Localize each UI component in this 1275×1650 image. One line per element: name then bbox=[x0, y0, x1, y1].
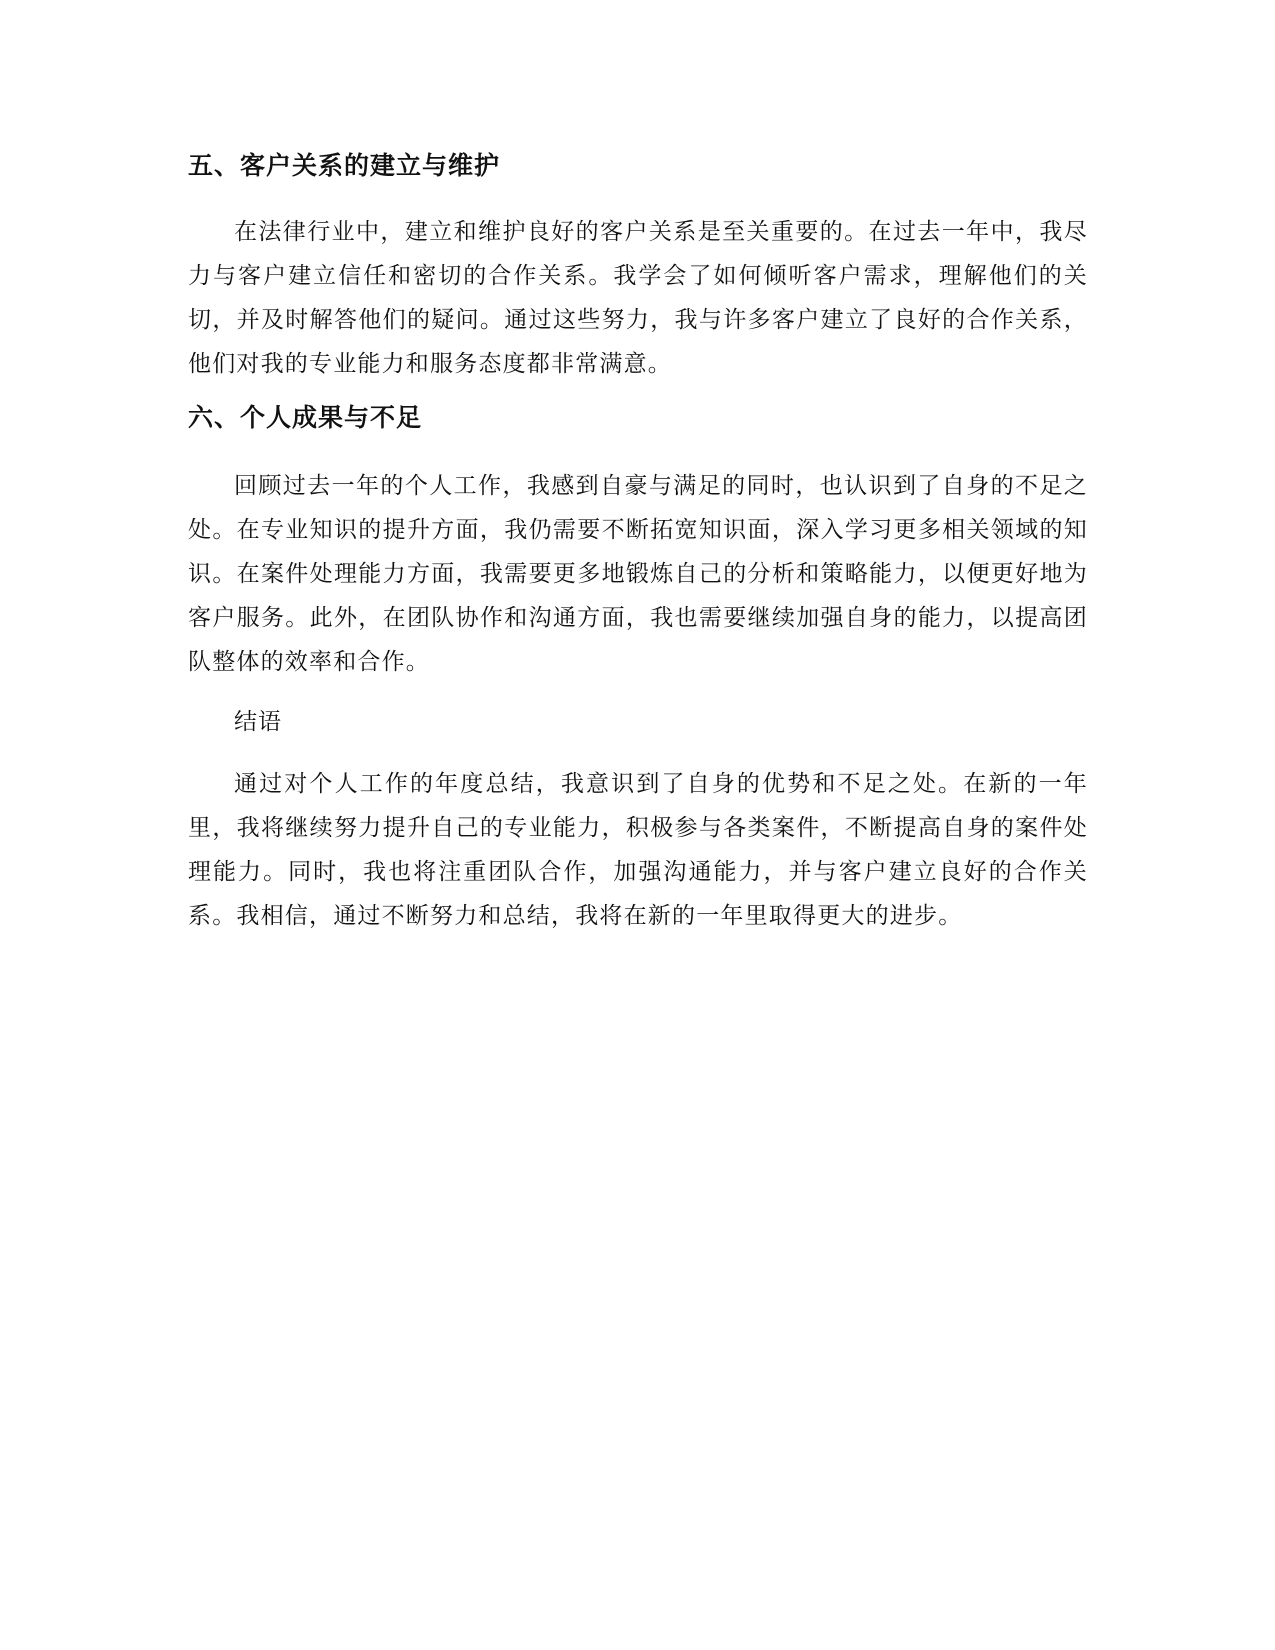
section-heading-client-relations: 五、客户关系的建立与维护 bbox=[188, 151, 501, 180]
section-paragraph-client-relations: 在法律行业中，建立和维护良好的客户关系是至关重要的。在过去一年中，我尽力与客户建立信任和密切的合作关系。我学会了如何倾听客户需求，理解他们的关切，并及时解答他们的疑问。通过这些努力，我与许多客户建立了良好的合作关系，他们对我的专业能力和服务态度都非常满意。 bbox=[188, 219, 1088, 377]
section-paragraph-achievements: 回顾过去一年的个人工作，我感到自豪与满足的同时，也认识到了自身的不足之处。在专业知识的提升方面，我仍需要不断拓宽知识面，深入学习更多相关领域的知识。在案件处理能力方面，我需要更多地锻炼自己的分析和策略能力，以便更好地为客户服务。此外，在团队协作和沟通方面，我也需要继续加强自身的能力，以提高团队整体的效率和合作。 bbox=[188, 473, 1088, 675]
section-heading-achievements: 六、个人成果与不足 bbox=[188, 403, 423, 432]
conclusion-paragraph: 通过对个人工作的年度总结，我意识到了自身的优势和不足之处。在新的一年里，我将继续努力提升自己的专业能力，积极参与各类案件，不断提高自身的案件处理能力。同时，我也将注重团队合作，加强沟通能力，并与客户建立良好的合作关系。我相信，通过不断努力和总结，我将在新的一年里取得更大的进步。 bbox=[188, 771, 1088, 929]
document-page bbox=[188, 140, 1088, 938]
conclusion-title: 结语 bbox=[234, 709, 282, 735]
